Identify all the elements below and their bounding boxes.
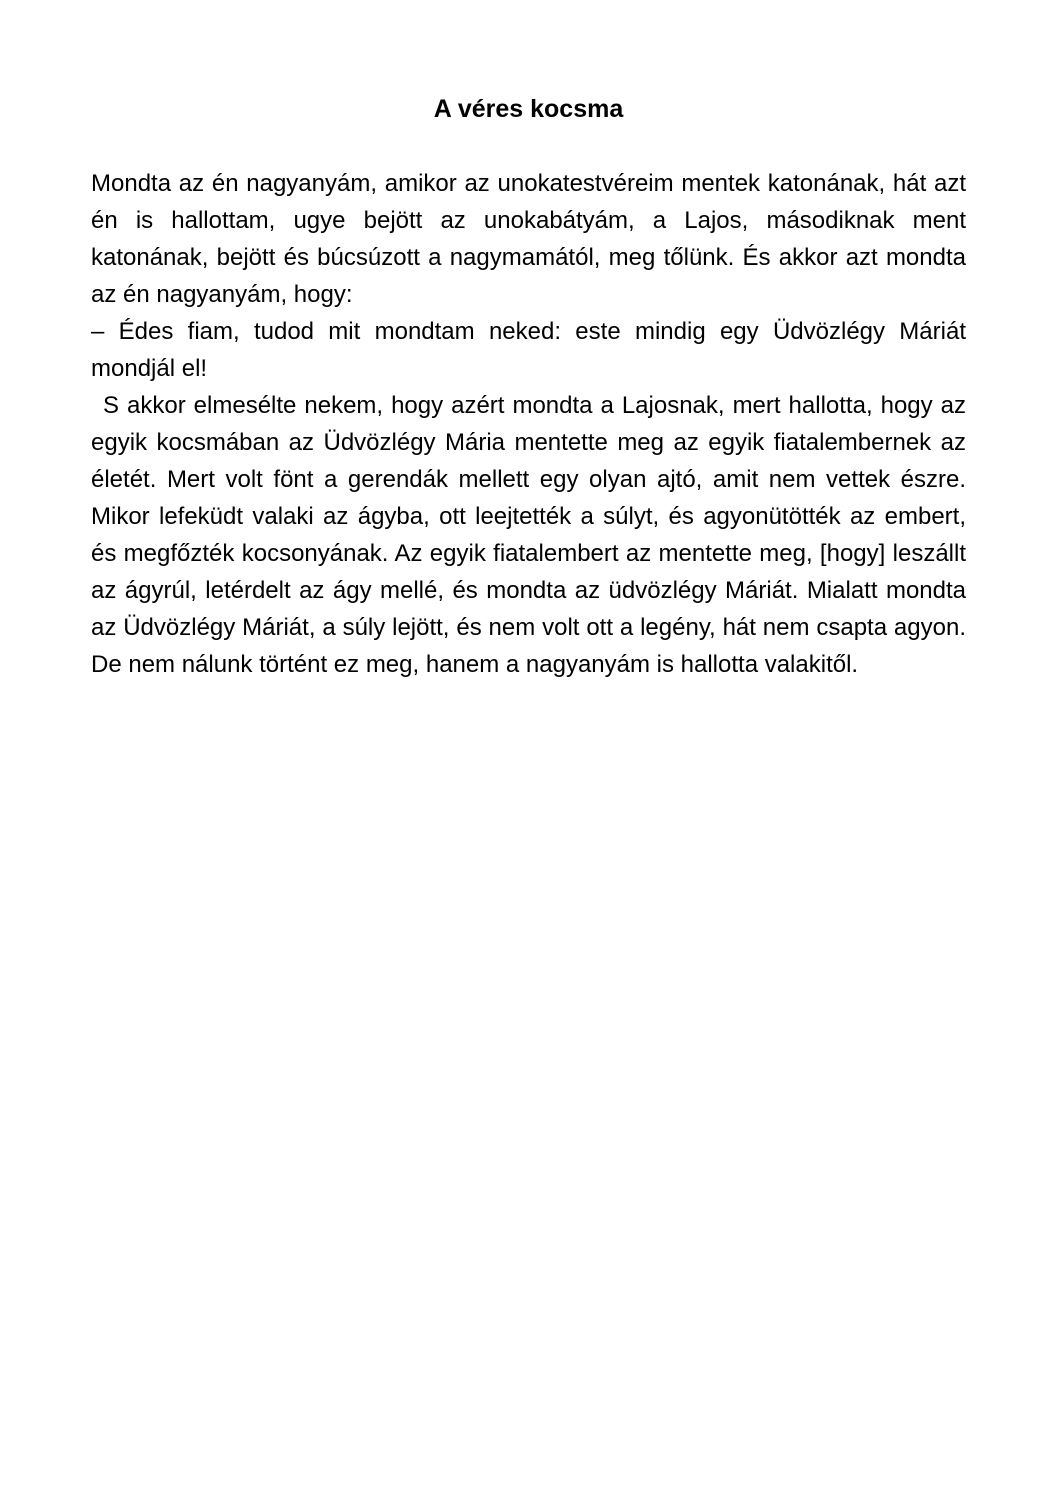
paragraph-dialogue: – Édes fiam, tudod mit mondtam neked: este mindig egy Üdvözlégy Máriát mondjál el! <box>91 318 966 382</box>
page-title: A véres kocsma <box>433 95 624 123</box>
paragraph-intro: Mondta az én nagyanyám, amikor az unokatestvéreim mentek katonának, hát azt én is hallottam, ugye bejött az unokabátyám, a Lajos, másodiknak ment katonának, bejött és búcsúzott a nagymamától, meg tőlünk. És akkor azt mondta az én nagyanyám, hogy: <box>91 170 966 308</box>
document-body <box>91 165 966 683</box>
paragraph-story: S akkor elmesélte nekem, hogy azért mondta a Lajosnak, mert hallotta, hogy az egyik kocsmában az Üdvözlégy Mária mentette meg az egyik fiatalembernek az életét. Mert volt fönt a gerendák mellett egy olyan ajtó, amit nem vettek észre. Mikor lefeküdt valaki az ágyba, ott leejtették a súlyt, és agyonütötték az embert, és megfőzték kocsonyának. Az egyik fiatalembert az mentette meg, [hogy] leszállt az ágyrúl, letérdelt az ágy mellé, és mondta az üdvözlégy Máriát. Mialatt mondta az Üdvözlégy Máriát, a súly lejött, és nem volt ott a legény, hát nem csapta agyon. De nem nálunk történt ez meg, hanem a nagyanyám is hallotta valakitől. <box>91 392 966 678</box>
